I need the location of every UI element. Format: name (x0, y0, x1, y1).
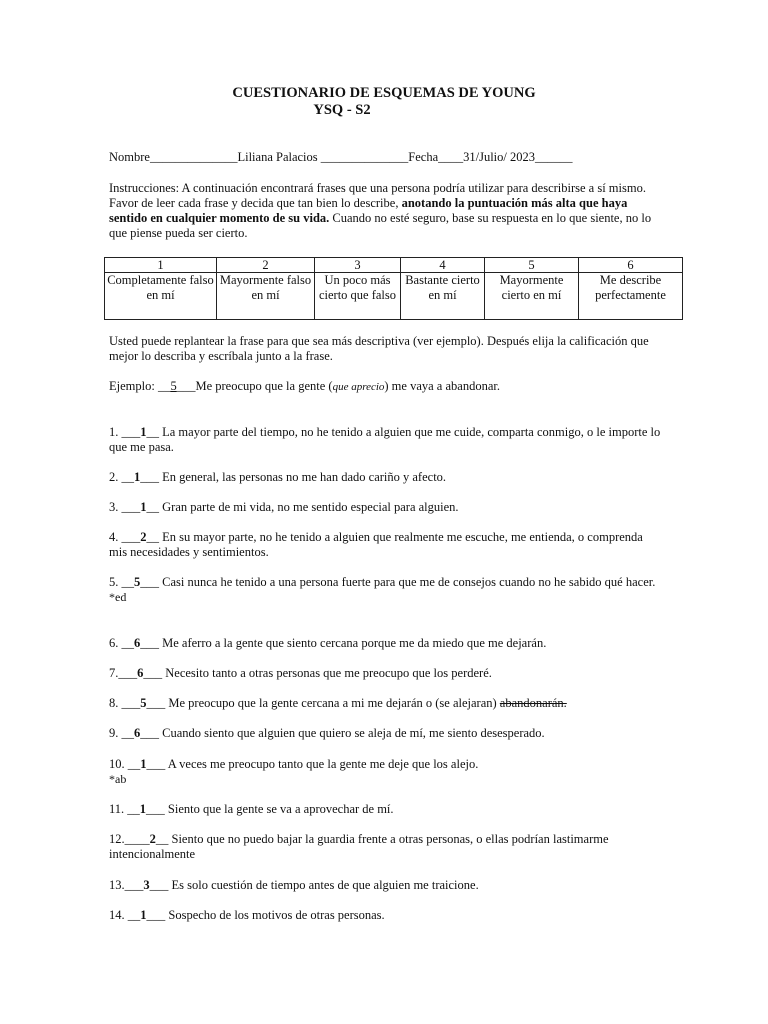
scale-description: Mayormente cierto en mí (485, 273, 579, 320)
scale-description: Completamente falso en mí (105, 273, 217, 320)
item-text: Gran parte de mi vida, no me sentido especial para alguien. (162, 500, 459, 514)
question-item-1: 1. ___1__ La mayor parte del tiempo, no he tenido a alguien que me cuide, comparta conmigo, o le importe lo que me pasa. (109, 425, 661, 454)
item-text: En su mayor parte, no he tenido a alguien que realmente me escuche, me entienda, o comprenda mis necesidades y sentimientos. (109, 530, 643, 559)
item-score: 1 (134, 470, 141, 484)
scale-numbers-row (105, 258, 683, 273)
item-score: 1 (139, 802, 147, 816)
question-item-10: 10. __1___ A veces me preocupo tanto que la gente me deje que los alejo. *ab (109, 757, 664, 787)
scale-number: 4 (401, 258, 485, 273)
item-text: Casi nunca he tenido a una persona fuerte para que me de consejos cuando no he sabido qué hacer. (162, 575, 656, 589)
item-text: Cuando siento que alguien que quiero se aleja de mí, me siento desesperado. (162, 726, 545, 740)
instructions-bold-text: anotando la puntuación más alta que haya sentido en cualquier momento de su vida. (109, 196, 628, 225)
scale-number: 5 (485, 258, 579, 273)
item-score: 2 (140, 530, 147, 544)
question-item-2: 2. __1___ En general, las personas no me han dado cariño y afecto. (109, 470, 447, 484)
example-line: Ejemplo: __5___Me preocupo que la gente (que aprecio) me vaya a abandonar. (109, 379, 500, 393)
rating-scale-table (104, 257, 683, 320)
scale-description: Me describe perfectamente (579, 273, 683, 320)
question-item-6: 6. __6___ Me aferro a la gente que siento cercana porque me da miedo que me dejarán. (109, 636, 547, 650)
question-item-11: 11. __1___ Siento que la gente se va a aprovechar de mí. (109, 802, 394, 816)
name-date-line: Nombre______________Liliana Palacios ______________Fecha____31/Julio/ 2023______ (109, 150, 573, 164)
item-text: En general, las personas no me han dado cariño y afecto. (162, 470, 447, 484)
item-score: 6 (134, 636, 141, 650)
document-title: CUESTIONARIO DE ESQUEMAS DE YOUNG (232, 85, 536, 101)
scale-number: 1 (105, 258, 217, 273)
item-text: Es solo cuestión de tiempo antes de que alguien me traicione. (171, 878, 479, 892)
scale-number: 6 (579, 258, 683, 273)
question-item-14: 14. __1___ Sospecho de los motivos de otras personas. (109, 908, 385, 922)
item-note: *ed (109, 590, 127, 604)
item-text: Me aferro a la gente que siento cercana porque me da miedo que me dejarán. (162, 636, 547, 650)
item-score: 2 (149, 832, 156, 846)
question-item-5: 5. __5___ Casi nunca he tenido a una persona fuerte para que me de consejos cuando no he sabido qué hacer. *ed (109, 575, 664, 605)
document-subtitle: YSQ - S2 (313, 102, 371, 118)
item-score: 3 (143, 878, 150, 892)
scale-number: 2 (217, 258, 315, 273)
rephrase-paragraph: Usted puede replantear la frase para que sea más descriptiva (ver ejemplo). Después elija la calificación que mejor lo describa y escríbala junto a la frase. (109, 334, 649, 363)
example-score: 5 (170, 379, 177, 393)
item-text: La mayor parte del tiempo, no he tenido a alguien que me cuide, comparta conmigo, o le importe lo que me pasa. (109, 425, 661, 454)
item-score: 1 (140, 908, 147, 922)
item-score: 6 (137, 666, 144, 680)
question-item-12: 12.____2__ Siento que no puedo bajar la guardia frente a otras personas, o ellas podrían lastimarme intencionalmente (109, 832, 609, 861)
item-score: 5 (134, 575, 141, 589)
question-item-8: 8. ___5___ Me preocupo que la gente cercana a mi me dejarán o (se alejaran) abandonarán. (109, 696, 567, 710)
instructions-paragraph (109, 181, 664, 241)
scale-description: Un poco más cierto que falso (315, 273, 401, 320)
scale-descriptions-row (105, 273, 683, 320)
item-score: 1 (140, 757, 147, 771)
item-score: 6 (134, 726, 141, 740)
item-text: Siento que la gente se va a aprovechar de mí. (167, 802, 394, 816)
instructions-text-2: Cuando no esté seguro, base su respuesta en lo que siente, no lo que piense pueda ser cierto. (109, 211, 652, 240)
question-item-3: 3. ___1__ Gran parte de mi vida, no me sentido especial para alguien. (109, 500, 459, 514)
item-text: A veces me preocupo tanto que la gente me deje que los alejo. (167, 757, 479, 771)
item-score: 5 (140, 696, 147, 710)
item-text: Sospecho de los motivos de otras personas. (168, 908, 385, 922)
instructions-text-1: Instrucciones: A continuación encontrará frases que una persona podría utilizar para describirse a sí mismo. Favor de leer cada frase y decida que tan bien lo describe, (109, 181, 646, 210)
item-note: *ab (109, 772, 127, 786)
item-score: 1 (140, 500, 147, 514)
question-item-4: 4. ___2__ En su mayor parte, no he tenido a alguien que realmente me escuche, me entienda, o comprenda mis necesidades y sentimientos. (109, 530, 643, 559)
item-score: 1 (140, 425, 147, 439)
question-item-9: 9. __6___ Cuando siento que alguien que quiero se aleja de mí, me siento desesperado. (109, 726, 545, 740)
question-item-7: 7.___6___ Necesito tanto a otras personas que me preocupo que los perderé. (109, 666, 492, 680)
scale-number: 3 (315, 258, 401, 273)
struck-text: abandonarán. (499, 696, 567, 710)
scale-description: Mayormente falso en mí (217, 273, 315, 320)
item-text: Siento que no puedo bajar la guardia frente a otras personas, o ellas podrían lastimarme intencionalmente (109, 832, 609, 861)
scale-description: Bastante cierto en mí (401, 273, 485, 320)
item-text: Necesito tanto a otras personas que me preocupo que los perderé. (165, 666, 492, 680)
item-text: Me preocupo que la gente cercana a mi me dejarán o (se alejaran) (168, 696, 500, 710)
question-item-13: 13.___3___ Es solo cuestión de tiempo antes de que alguien me traicione. (109, 878, 479, 892)
